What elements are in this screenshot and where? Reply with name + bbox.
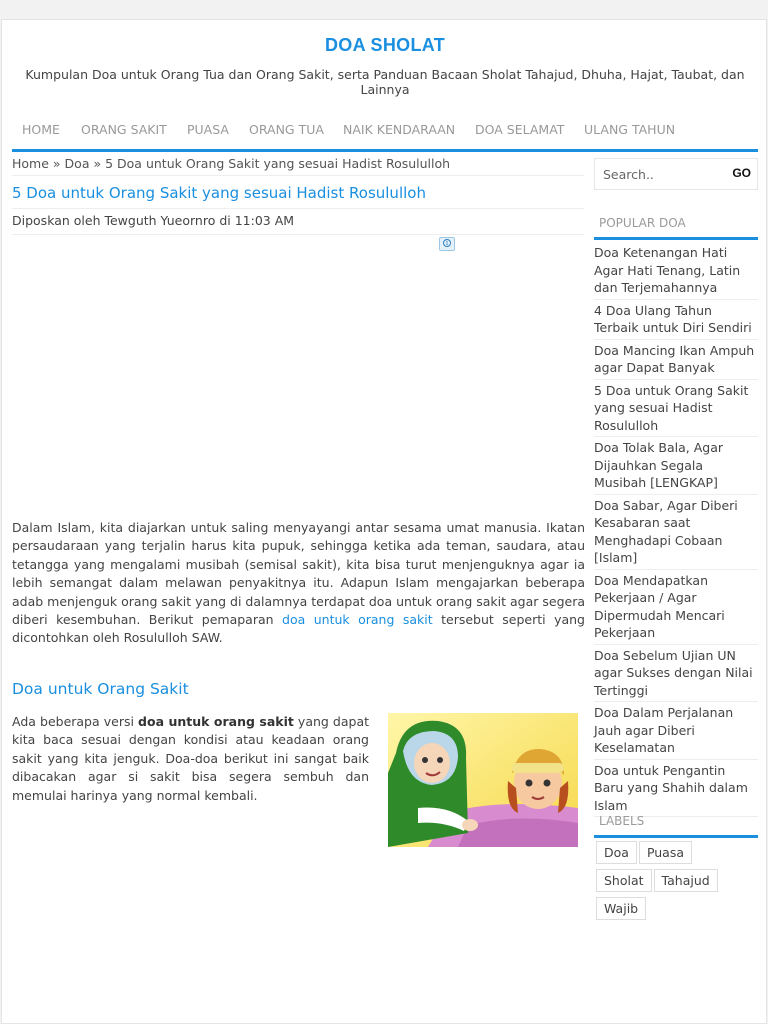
labels-widget-title: LABELS (594, 812, 758, 838)
ad-choices-info-icon[interactable]: i (439, 237, 455, 251)
para-text: Ada beberapa versi (12, 714, 139, 729)
section-heading: Doa untuk Orang Sakit (12, 680, 189, 698)
intro-link[interactable]: doa untuk orang sakit (282, 612, 433, 628)
label-wajib[interactable]: Wajib (596, 897, 646, 920)
search-go-button[interactable]: GO (732, 166, 751, 180)
popular-post-item[interactable]: Doa Mancing Ikan Ampuh agar Dapat Banyak (594, 342, 758, 380)
label-puasa[interactable]: Puasa (639, 841, 692, 864)
popular-post-item[interactable]: 4 Doa Ulang Tahun Terbaik untuk Diri Sendiri (594, 302, 758, 340)
popular-post-item[interactable]: Doa Sabar, Agar Diberi Kesabaran saat Menghadapi Cobaan [Islam] (594, 497, 758, 570)
post-title[interactable]: 5 Doa untuk Orang Sakit yang sesuai Hadist Rosululloh (12, 184, 584, 209)
search-input[interactable] (596, 160, 720, 188)
labels-cloud (594, 841, 758, 925)
nav-item-ulang-tahun[interactable]: ULANG TAHUN (584, 122, 676, 137)
popular-posts-list (594, 244, 758, 819)
post-meta: Diposkan oleh Tewguth Yueornro di 11:03 AM (12, 213, 584, 235)
breadcrumb-current: 5 Doa untuk Orang Sakit yang sesuai Hadist Rosululloh (105, 156, 451, 171)
nav-item-orang-sakit[interactable]: ORANG SAKIT (81, 122, 167, 137)
breadcrumb-separator: » (93, 156, 102, 171)
site-description: Kumpulan Doa untuk Orang Tua dan Orang Sakit, serta Panduan Bacaan Sholat Tahajud, Dhuha, Hajat, Taubat, dan Lainnya (25, 67, 745, 97)
post-intro (12, 519, 585, 648)
popular-widget-title: POPULAR DOA (594, 214, 758, 240)
breadcrumb (12, 156, 584, 176)
site-title[interactable]: DOA SHOLAT (325, 35, 445, 55)
nav-item-naik-kendaraan[interactable]: NAIK KENDARAAN (343, 122, 456, 137)
nav-item-orang-tua[interactable]: ORANG TUA (249, 122, 324, 137)
main-nav (12, 118, 758, 152)
label-tahajud[interactable]: Tahajud (654, 869, 718, 892)
popular-post-item[interactable]: Doa untuk Pengantin Baru yang Shahih dalam Islam (594, 762, 758, 818)
breadcrumb-category[interactable]: Doa (64, 156, 90, 171)
nav-item-doa-selamat[interactable]: DOA SELAMAT (475, 122, 565, 137)
breadcrumb-separator: » (52, 156, 61, 171)
section-paragraph (12, 713, 369, 805)
para-text-end: yang dapat kita baca sesuai dengan kondisi atau keadaan orang sakit yang kita jenguk. Doa-doa berikut ini sangat baik dibacakan agar si sakit bisa segera sembuh dan memulai harinya yang normal kembali. (12, 714, 370, 803)
popular-post-item[interactable]: 5 Doa untuk Orang Sakit yang sesuai Hadist Rosululloh (594, 382, 758, 438)
popular-post-item[interactable]: Doa Tolak Bala, Agar Dijauhkan Segala Musibah [LENGKAP] (594, 439, 758, 495)
popular-post-item[interactable]: Doa Sebelum Ujian UN agar Sukses dengan Nilai Tertinggi (594, 647, 758, 703)
breadcrumb-home[interactable]: Home (12, 156, 49, 171)
intro-text: Dalam Islam, kita diajarkan untuk saling menyayangi antar sesama umat manusia. Ikatan persaudaraan yang terjalin harus kita pupuk, sehingga ketika ada teman, saudara, atau tetangga yang mengalami musibah (semisal sakit), kita bisa turut menjenguknya agar ia lebih semangat dalam melawan penyakitnya itu. Adapun Islam mengajarkan beberapa adab menjenguk orang sakit yang di dalamnya terdapat doa untuk orang sakit agar segera diberi kesembuhan. Berikut pemaparan (12, 520, 585, 628)
para-bold-text: doa untuk orang sakit (138, 714, 294, 729)
label-doa[interactable]: Doa (596, 841, 637, 864)
search-widget (594, 158, 758, 190)
popular-post-item[interactable]: Doa Dalam Perjalanan Jauh agar Diberi Keselamatan (594, 704, 758, 760)
nav-item-puasa[interactable]: PUASA (187, 122, 229, 137)
page-container (1, 19, 767, 1024)
illustration-image (388, 713, 578, 847)
popular-post-item[interactable]: Doa Ketenangan Hati Agar Hati Tenang, Latin dan Terjemahannya (594, 244, 758, 300)
popular-post-item[interactable]: Doa Mendapatkan Pekerjaan / Agar Dipermudah Mencari Pekerjaan (594, 572, 758, 645)
intro-text-end: tersebut seperti yang dicontohkan oleh Rosululloh SAW. (12, 612, 585, 646)
label-sholat[interactable]: Sholat (596, 869, 652, 892)
nav-item-home[interactable]: HOME (22, 122, 60, 137)
